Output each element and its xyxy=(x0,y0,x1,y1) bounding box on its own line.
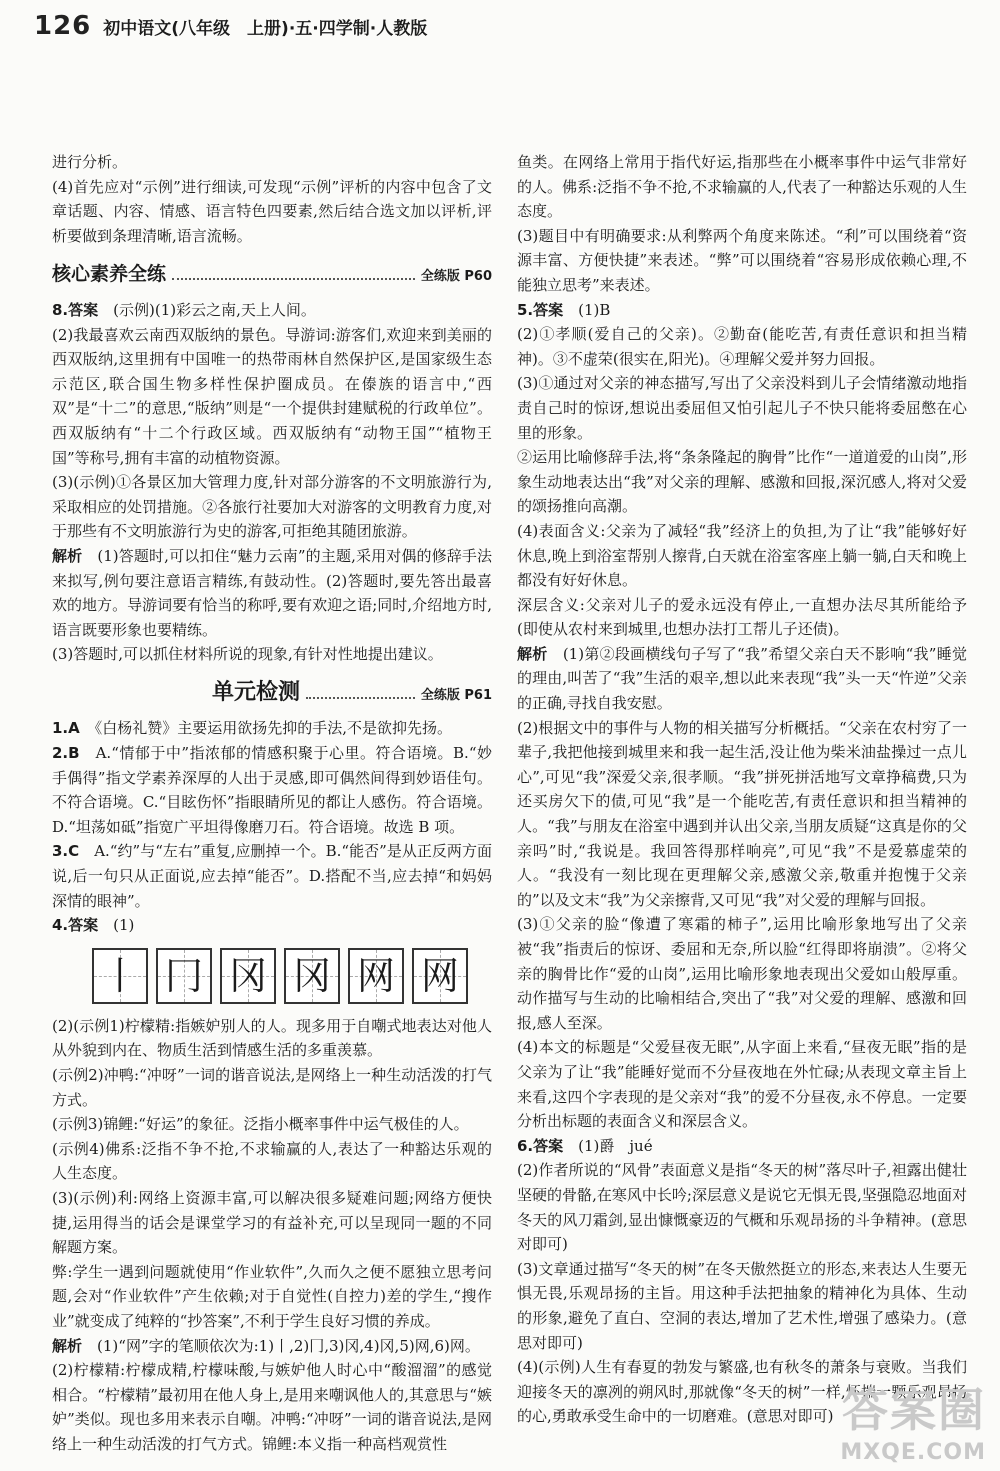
analysis-label: 解析 xyxy=(52,1336,83,1355)
paragraph: (4)表面含义:父亲为了减轻“我”经济上的负担,为了让“我”能够好好休息,晚上到浴室帮别人擦背,白天就在浴室客座上躺一躺,白天和晚上都没有好好休息。 xyxy=(517,521,967,590)
answer-text: A.“情郁于中”指浓郁的情感积聚于心里。符合语境。B.“妙手偶得”指文学素养深厚的人出于灵感,即可偶然间得到妙语佳句。不符合语境。C.“目眩伤怀”指眼睛所见的都让人感伤。符合语境。D.“坦荡如砥”指宽广平坦得像磨刀石。符合语境。故选 B 项。 xyxy=(52,744,492,836)
answer-label: 1.A xyxy=(52,719,80,738)
analysis-5 xyxy=(517,642,967,716)
dotted-divider xyxy=(172,278,415,280)
section-title: 单元检测 xyxy=(212,679,301,705)
answer-label: 4.答案 xyxy=(52,916,99,935)
section-header-core xyxy=(52,262,492,290)
section-ref: 全练版 P60 xyxy=(420,269,492,285)
page-number: 126 xyxy=(34,11,92,41)
paragraph: (4)本文的标题是“父爱昼夜无眠”,从字面上来看,“昼夜无眠”指的是父亲为了让“我”能睡好觉而不分昼夜地在外忙碌;从表现文章主旨上来看,这四个字表现的是父亲对“我”的爱不分昼夜,永不停息。一定要分析出标题的表面含义和深层含义。 xyxy=(517,1038,967,1131)
answer-text: (1)爵 jué xyxy=(578,1136,653,1155)
left-column xyxy=(52,150,492,1457)
paragraph: (示例4)佛系:泛指不争不抢,不求输赢的人,表达了一种豁达乐观的人生态度。 xyxy=(52,1139,492,1183)
stroke-char: 冈 xyxy=(292,953,331,998)
paragraph: (3)答题时,可以抓住材料所说的现象,有针对性地提出建议。 xyxy=(52,645,443,664)
analysis-text: (1)第②段画横线句子写了“我”希望父亲白天不影响“我”睡觉的理由,叫苦了“我”生活的艰辛,想以此来表现“我”头一天“忤逆”父亲的正确,寻找自我安慰。 xyxy=(517,644,967,713)
book-title: 初中语文(八年级 上册)·五·四学制·人教版 xyxy=(103,18,428,39)
analysis-label: 解析 xyxy=(52,546,83,565)
stroke-cell xyxy=(156,948,212,1004)
paragraph: (3)①通过对父亲的神态描写,写出了父亲没料到儿子会情绪激动地指责自己时的惊讶,想说出委屈但又怕引起儿子不快只能将委屈憋在心里的形象。 xyxy=(517,374,967,442)
stroke-order-grid xyxy=(92,948,492,1004)
paragraph: (2)我最喜欢云南西双版纳的景色。导游词:游客们,欢迎来到美丽的西双版纳,这里拥有中国唯一的热带雨林自然保护区,是国家级生态示范区,联合国生物多样性保护圈成员。在傣族的语言中,“西双”是“十二”的意思,“版纳”则是“一个提供封建赋税的行政单位”。西双版纳有“十二个行政区域。西双版纳有“动物王国”“植物王国”等称号,拥有丰富的动植物资源。 xyxy=(52,325,492,467)
right-column xyxy=(517,150,967,1429)
analysis-8 xyxy=(52,544,492,642)
answer-label: 8.答案 xyxy=(52,300,99,319)
answer-5 xyxy=(517,298,967,323)
paragraph: (3)(示例)利:网络上资源丰富,可以解决很多疑难问题;网络方便快捷,运用得当的话会是课堂学习的有益补充,可以呈现同一题的不同解题方案。 xyxy=(52,1188,492,1257)
answer-2 xyxy=(52,741,492,839)
answer-text: (1)B xyxy=(578,300,611,319)
paragraph: 深层含义:父亲对儿子的爱永远没有停止,一直想办法尽其所能给予(即使从农村来到城里,也想办法打工帮儿子还债)。 xyxy=(517,595,967,639)
watermark-url: MXQE.COM xyxy=(840,1440,986,1465)
answer-label: 3.C xyxy=(52,842,80,861)
page-header xyxy=(34,8,974,44)
stroke-cell xyxy=(220,948,276,1004)
section-title: 核心素养全练 xyxy=(52,263,167,286)
answer-label: 6.答案 xyxy=(517,1136,564,1155)
paragraph: 鱼类。在网络上常用于指代好运,指那些在小概率事件中运气非常好的人。佛系:泛指不争不抢,不求输赢的人,代表了一种豁达乐观的人生态度。 xyxy=(517,153,967,221)
paragraph: (4)(示例)人生有春夏的勃发与繁盛,也有秋冬的萧条与衰败。当我们迎接冬天的凛冽的朔风时,那就像“冬天的树”一样,怀揣一颗乐观昂扬的心,勇敢承受生命中的一切磨难。(意思对即可) xyxy=(517,1358,967,1426)
paragraph: 弊:学生一遇到问题就使用“作业软件”,久而久之便不愿独立思考问题,会对“作业软件”产生依赖;对于自觉性(自控力)差的学生,“搜作业”就变成了纯粹的“抄答案”,不利于学生良好习惯的养成。 xyxy=(52,1262,492,1330)
answer-text: A.“约”与“左右”重复,应删掉一个。B.“能否”是从正反两方面说,后一句只从正面说,应去掉“能否”。D.搭配不当,应去掉“和妈妈深情的眼神”。 xyxy=(52,842,492,910)
paragraph: (示例2)冲鸭:“冲呀”一词的谐音说法,是网络上一种生动活泼的打气方式。 xyxy=(52,1066,492,1109)
paragraph: (2)作者所说的“风骨”表面意义是指“冬天的树”落尽叶子,袒露出健壮坚硬的骨骼,在寒风中长吟;深层意义是说它无惧无畏,坚强隐忍地面对冬天的风刀霜剑,显出慷慨豪迈的气概和乐观昂扬的斗争精神。(意思对即可) xyxy=(517,1161,967,1254)
answer-label: 5.答案 xyxy=(517,300,564,319)
answer-3 xyxy=(52,839,492,913)
stroke-cell xyxy=(412,948,468,1004)
watermark-text: 答案圈 xyxy=(842,1383,986,1437)
paragraph: (2)①孝顺(爱自己的父亲)。②勤奋(能吃苦,有责任意识和担当精神)。③不虚荣(很实在,阳光)。④理解父爱并努力回报。 xyxy=(517,325,967,368)
analysis-label: 解析 xyxy=(517,644,548,663)
paragraph: (2)根据文中的事件与人物的相关描写分析概括。“父亲在农村穷了一辈子,我把他接到城里来和我一起生活,没让他为柴米油盐操过一点儿心”,可见“我”深爱父亲,很孝顺。“我”拼死拼活地写文章挣稿费,只为还买房欠下的债,可见“我”是一个能吃苦,有责任意识和担当精神的人。“我”与朋友在浴室中遇到并认出父亲,当朋友质疑“这真是你的父亲吗”时,“我说是。我回答得那样响亮”,可见“我”不是爱慕虚荣的人。“我没有一刻比现在更理解父亲,感激父亲,敬重并抱愧于父亲的”以及文末“我”为父亲擦背,又可见“我”对父爱的理解与回报。 xyxy=(517,718,967,909)
stroke-char: 网 xyxy=(356,953,395,998)
stroke-cell xyxy=(348,948,404,1004)
paragraph: (4)首先应对“示例”进行细读,可发现“示例”评析的内容中包含了文章话题、内容、情感、语言特色四要素,然后结合选文加以评析,评析要做到条理清晰,语言流畅。 xyxy=(52,177,492,245)
stroke-char: 冂 xyxy=(164,953,203,998)
stroke-char: 冈 xyxy=(228,953,267,998)
answer-4 xyxy=(52,913,492,938)
stroke-char: 丨 xyxy=(100,953,139,998)
answer-text: 《白杨礼赞》主要运用欲扬先抑的手法,不是欲抑先扬。 xyxy=(94,719,453,738)
analysis-text: (1)答题时,可以扣住“魅力云南”的主题,采用对偶的修辞手法来拟写,例句要注意语言精练,有鼓动性。(2)答题时,要先答出最喜欢的地方。导游词要有恰当的称呼,要有欢迎之语;同时,介绍地方时,语言既要形象也要精练。 xyxy=(52,546,492,639)
paragraph: (3)题目中有明确要求:从利弊两个角度来陈述。“利”可以围绕着“资源丰富、方便快捷”来表述。“弊”可以围绕着“容易形成依赖心理,不能独立思考”来表述。 xyxy=(517,226,967,294)
paragraph: (3)①父亲的脸“像遭了寒霜的柿子”,运用比喻形象地写出了父亲被“我”指责后的惊讶、委屈和无奈,所以脸“红得即将崩溃”。②将父亲的胸骨比作“爱的山岗”,运用比喻形象地表现出父爱如山般厚重。动作描写与生动的比喻相结合,突出了“我”对父爱的理解、感激和回报,感人至深。 xyxy=(517,915,967,1032)
dotted-divider xyxy=(306,697,415,699)
stroke-cell xyxy=(284,948,340,1004)
analysis-text: (1)“网”字的笔顺依次为:1)丨,2)冂,3)冈,4)冈,5)网,6)网。 xyxy=(97,1336,480,1355)
answer-text: (示例)(1)彩云之南,天上人间。 xyxy=(113,300,316,319)
stroke-cell xyxy=(92,948,148,1004)
stroke-char: 网 xyxy=(420,953,459,998)
analysis-4 xyxy=(52,1334,492,1359)
answer-8 xyxy=(52,298,492,323)
paragraph: (2)柠檬精:柠檬成精,柠檬味酸,与嫉妒他人时心中“酸溜溜”的感觉相合。“柠檬精”最初用在他人身上,是用来嘲讽他人的,其意思与“嫉妒”类似。现也多用来表示自嘲。冲鸭:“冲呀”一词的谐音说法,是网络上一种生动活泼的打气方式。锦鲤:本义指一种高档观赏性 xyxy=(52,1361,492,1453)
answer-label: 2.B xyxy=(52,744,80,763)
paragraph: 进行分析。 xyxy=(52,153,128,171)
paragraph: ②运用比喻修辞手法,将“条条隆起的胸骨”比作“一道道爱的山岗”,形象生动地表达出“我”对父亲的理解、感激和回报,深沉感人,将对父爱的颂扬推向高潮。 xyxy=(517,448,967,516)
watermark-logo xyxy=(840,1374,986,1465)
section-ref: 全练版 P61 xyxy=(420,687,492,703)
section-header-unit xyxy=(52,681,492,709)
answer-6 xyxy=(517,1134,967,1159)
answer-1 xyxy=(52,716,492,741)
paragraph: (2)(示例1)柠檬精:指嫉妒别人的人。现多用于自嘲式地表达对他人从外貌到内在、物质生活到情感生活的多重羡慕。 xyxy=(52,1016,492,1060)
paragraph: (3)(示例)①各景区加大管理力度,针对部分游客的不文明旅游行为,采取相应的处罚措施。②各旅行社要加大对游客的文明教育力度,对于那些有不文明旅游行为史的游客,可拒绝其随团旅游。 xyxy=(52,473,492,541)
paragraph: (3)文章通过描写“冬天的树”在冬天傲然挺立的形态,来表达人生要无惧无畏,乐观昂扬的主旨。用这种手法把抽象的精神化为具体、生动的形象,避免了直白、空洞的表达,增加了艺术性,增强了感染力。(意思对即可) xyxy=(517,1259,967,1352)
paragraph: (示例3)锦鲤:“好运”的象征。泛指小概率事件中运气极佳的人。 xyxy=(52,1115,469,1134)
answer-text: (1) xyxy=(113,916,135,935)
